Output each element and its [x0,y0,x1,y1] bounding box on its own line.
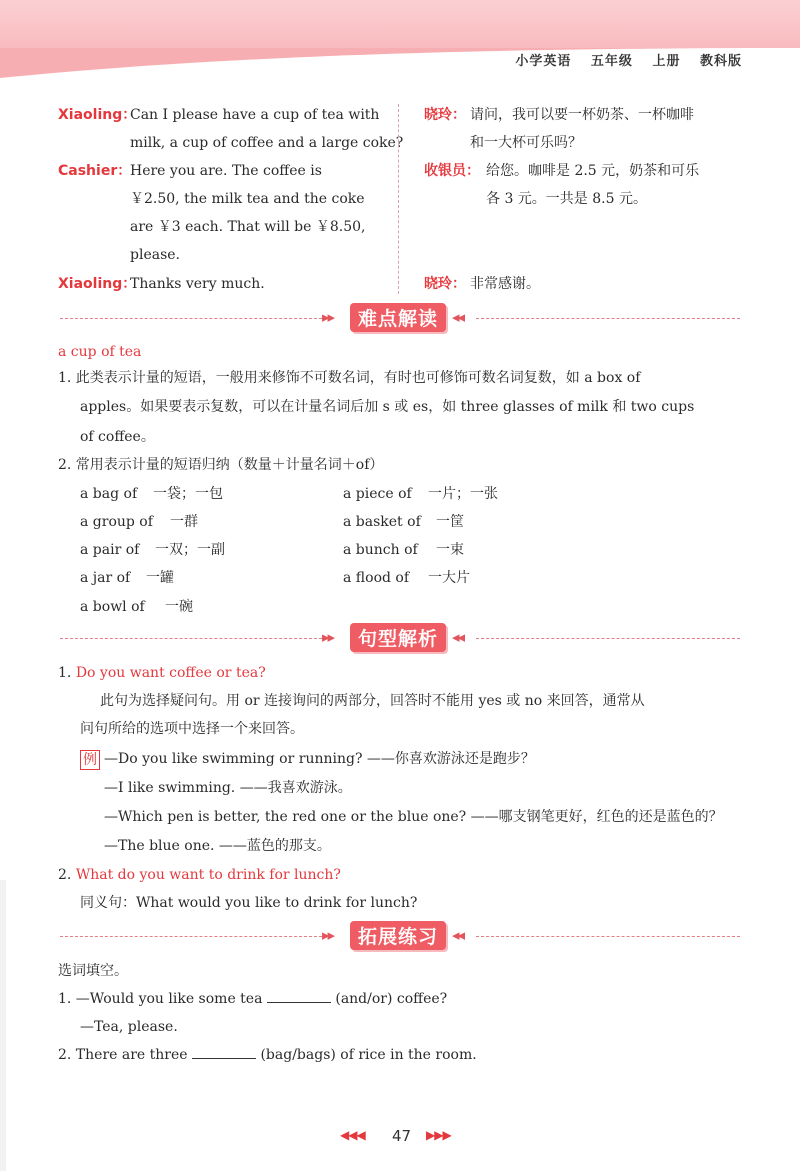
question-1-options: (and/or) coffee? [335,991,448,1007]
item-1-explanation: 问句所给的选项中选择一个来回答。 [80,721,304,737]
dialogue-line: Can I please have a cup of tea with [130,107,380,123]
header-subject: 小学英语 [515,54,572,69]
page-number: 47 [392,1127,412,1145]
dialogue-line-zh: 非常感谢。 [470,276,540,292]
dialogue-line-zh: 各 3 元。一共是 8.5 元。 [486,191,647,207]
dialogue-line-zh: 给您。咖啡是 2.5 元，奶茶和可乐 [486,163,700,179]
example-line: —The blue one. ——蓝色的那支。 [104,838,331,854]
dialogue-line: Thanks very much. [130,276,265,292]
dialogue-line: milk, a cup of coffee and a large coke? [130,135,404,151]
header-edition: 教科版 [699,54,742,69]
section-title-difficult-points: 难点解读 [350,303,446,332]
item-2-number: 2. [58,867,72,883]
phrase-en: a group of [80,514,153,530]
point-2-heading: 2. 常用表示计量的短语归纳（数量＋计量名词＋of） [58,457,384,473]
speaker-xiaoling-zh-2: 晓玲： [424,276,466,292]
phrase-en: a basket of [343,514,421,530]
speaker-cashier-zh: 收银员： [424,163,480,179]
speaker-xiaoling-2: Xiaoling： [58,276,137,292]
page-edge-shade [0,880,6,1171]
item-2-synonym: 同义句：What would you like to drink for lunch? [80,895,418,911]
section-title-extended-practice: 拓展练习 [350,921,446,950]
section-divider-extended-practice: ▸▸ 拓展练习 ◂◂ [0,920,800,954]
answer-blank-1[interactable] [267,988,331,1003]
dialogue-line: please. [130,247,180,263]
footer-left-arrows: ◀◀◀ [340,1128,365,1142]
dialogue-line-zh: 请问，我可以要一杯奶茶、一杯咖啡 [470,107,694,123]
phrase-en: a jar of [80,570,131,586]
phrase-en: a bowl of [80,599,145,615]
point-1-line: 1. 此类表示计量的短语，一般用来修饰不可数名词，有时也可修饰可数名词复数，如 a box of [58,370,641,386]
speaker-cashier: Cashier： [58,163,132,179]
header-book-info [501,50,742,69]
phrase-zh: 一大片 [428,570,470,586]
phrase-zh: 一束 [436,542,464,558]
question-1-text: 1. —Would you like some tea [58,991,263,1007]
exercise-question-2 [58,1041,477,1069]
question-2-options: (bag/bags) of rice in the room. [260,1047,477,1063]
phrase-en: a flood of [343,570,410,586]
footer-right-arrows: ▶▶▶ [426,1128,451,1142]
phrase-en: a piece of [343,486,412,502]
phrase-en: a bag of [80,486,138,502]
phrase-en: a bunch of [343,542,418,558]
dialogue-line: Here you are. The coffee is [130,163,322,179]
example-line: —I like swimming. ——我喜欢游泳。 [104,780,352,796]
item-1-number: 1. [58,665,72,681]
example-line: —Do you like swimming or running? ——你喜欢游泳还是跑步？ [104,751,535,767]
question-1-reply: —Tea, please. [80,1019,178,1035]
dialogue-line: ￥2.50, the milk tea and the coke [130,191,365,207]
example-label: 例 [80,750,100,770]
item-2-sentence: What do you want to drink for lunch? [75,867,341,883]
phrase-zh: 一袋；一包 [153,486,223,502]
exercise-instruction: 选词填空。 [58,963,128,979]
phrase-zh: 一碗 [165,599,193,615]
phrase-zh: 一筐 [436,514,464,530]
phrase-zh: 一罐 [146,570,174,586]
dialogue-line: are ￥3 each. That will be ￥8.50, [130,219,366,235]
header-volume: 上册 [652,54,681,69]
answer-blank-2[interactable] [192,1044,256,1059]
exercise-question-1 [58,985,447,1013]
section-divider-difficult-points: ▸▸ 难点解读 ◂◂ [0,302,800,336]
phrase-en: a pair of [80,542,140,558]
speaker-xiaoling-1: Xiaoling： [58,107,137,123]
question-2-text: 2. There are three [58,1047,188,1063]
phrase-zh: 一双；一副 [155,542,225,558]
phrase-zh: 一片；一张 [428,486,498,502]
dialogue-line-zh: 和一大杯可乐吗？ [470,135,582,151]
item-1-explanation: 此句为选择疑问句。用 or 连接询问的两部分，回答时不能用 yes 或 no 来回答，通常从 [100,693,645,709]
section-title-sentence-analysis: 句型解析 [350,623,446,652]
point-1-line: of coffee。 [80,429,155,445]
header-grade: 五年级 [590,54,633,69]
section-divider-sentence-analysis: ▸▸ 句型解析 ◂◂ [0,622,800,656]
column-divider [398,104,399,294]
item-1-sentence: Do you want coffee or tea? [75,665,266,681]
point-1-line: apples。如果要表示复数，可以在计量名词后加 s 或 es，如 three glasses of milk 和 two cups [80,399,695,415]
speaker-xiaoling-zh-1: 晓玲： [424,107,466,123]
example-line: —Which pen is better, the red one or the blue one? ——哪支钢笔更好，红色的还是蓝色的？ [104,809,723,825]
phrase-zh: 一群 [170,514,198,530]
key-phrase: a cup of tea [58,344,142,360]
